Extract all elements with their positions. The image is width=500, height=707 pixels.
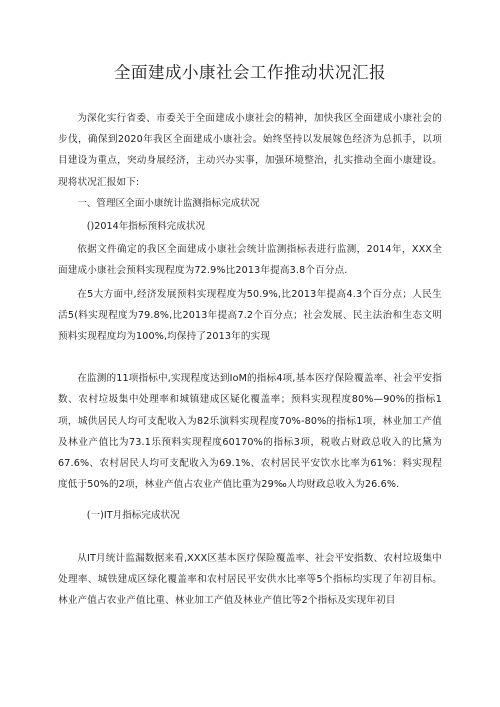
spacer [58, 527, 442, 548]
body-paragraph-2: 在5大方面中,经济发展预料实现程度为50.9%,比2013年提高4.3个百分点；人民生活5(料实现程度为79.8%,比2013年提高7.2个百分点；社会发展、民主法治和生态文明预料实现程度均为100%,均保持了2013年的实现 [58, 288, 442, 343]
body-paragraph-3: 在监测的11项指标中,实现程度达到IoM的指标4项,基本医疗保险覆盖率、社会平安指数、农村垃圾集中处理率和城镇建成区疑化覆盖率；预料实现程度80%—90%的指标1项，城供居民人均可支配收入为82乐演料实现程度70%-80%的指标1项，林业加工产值及林业产值比为73.1乐预料实现程度60170%的指标3项，税收占财政总收入的比黛为67.6%、农村居民人均可支配收入为69.1%、农村居民平安饮水比率为61%：料实现程度低于50%的2项，林业产值占农业产值比重为29‰人均财政总收入为26.6%. [58, 373, 442, 491]
document-title: 全面建成小康社会工作推动状况汇报 [114, 63, 386, 82]
subsection-two-heading: (一)IT月指标完成状况 [86, 510, 180, 522]
intro-paragraph: 为深化实行省委、市委关于全面建成小康社会的精神，加快我区全面建成小康社会的步伐，确保到2020年我区全面建成小康社会。始终坚持以发展嫁色经济为总抓手，以项目建设为重点，突动身展经济，主动兴办实事，加强环境整治，扎实推动全面小康建设。现将状况汇报如下: [58, 113, 442, 188]
spacer [58, 347, 442, 368]
body-paragraph-4: 从IT月统计监漏数据来看,XXX区基本医疗保险覆盖率、社会平安指数、农村垃圾集中处理率、城铁建成区绿化覆盖率和农村居民平安供水比率等5个指标均实现了年初目标。林业产值占农业产值比重、林业加工产值及林业产值比等2个指标及实现年初目 [58, 552, 442, 607]
section-one-heading: 一、管理区全面小康统计监测指标完成状况 [77, 197, 260, 209]
spacer [58, 495, 442, 505]
subsection-one-heading: ()2014年指标预料完成状况 [86, 221, 206, 233]
body-paragraph-1: 依据文件确定的我区全面建成小康社会统计监测指标表进行监测，2014年，XXX全面建成小康社会预料实现程度为72.9%比2013年提高3.8个百分点. [58, 244, 442, 277]
